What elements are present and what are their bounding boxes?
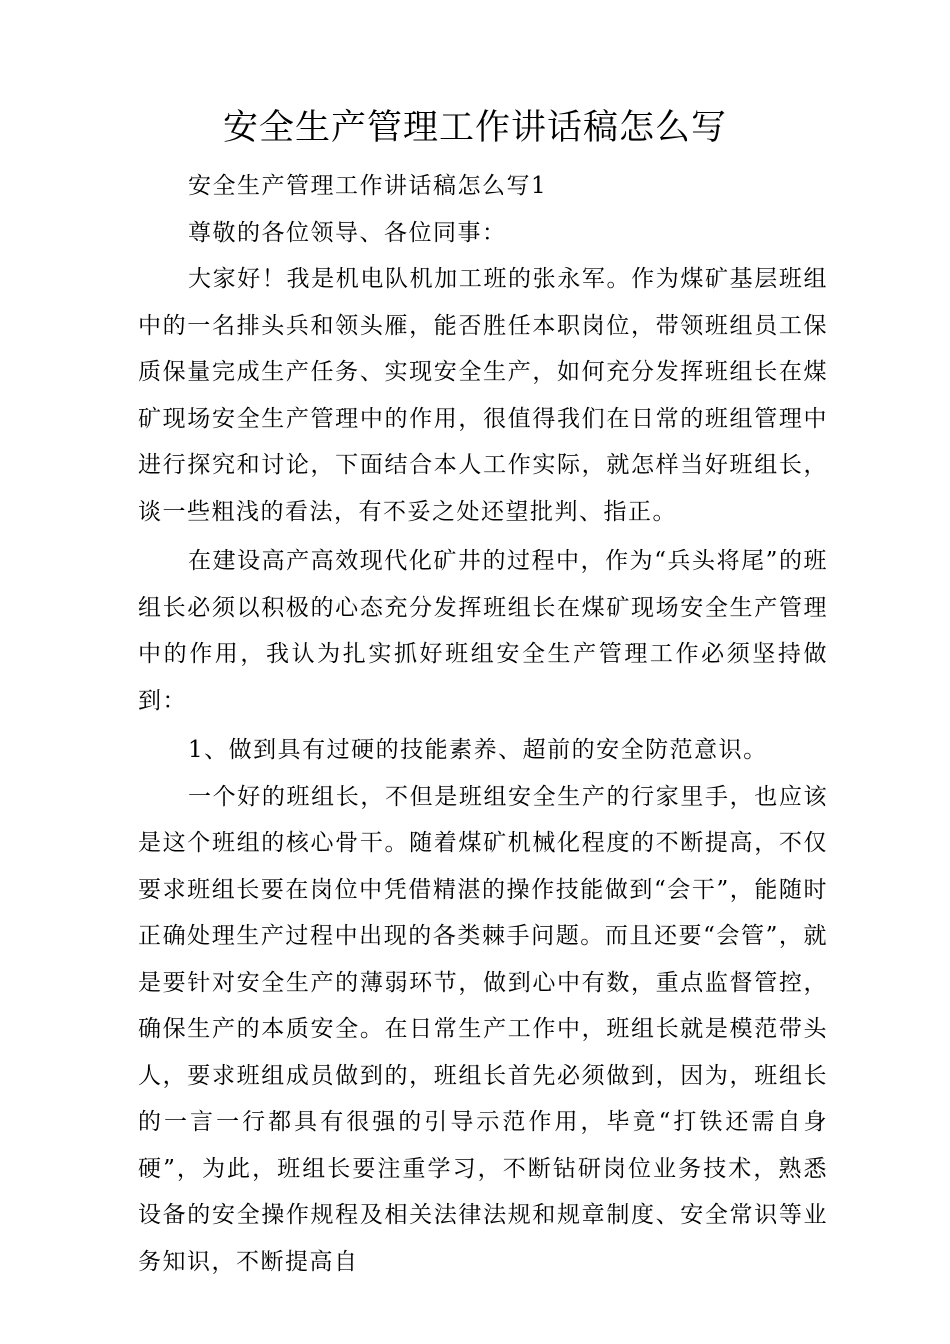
salutation: 尊敬的各位领导、各位同事：: [188, 219, 507, 246]
body-paragraph: 大家好！我是机电队机加工班的张永军。作为煤矿基层班组中的一名排头兵和领头雁，能否胜任本职岗位，带领班组员工保质保量完成生产任务、实现安全生产，如何充分发挥班组长在煤矿现场安全生产管理中的作用，很值得我们在日常的班组管理中进行探究和讨论，下面结合本人工作实际，就怎样当好班组长，谈一些粗浅的看法，有不妥之处还望批判、指正。: [138, 266, 828, 525]
section-heading: 安全生产管理工作讲话稿怎么写1: [188, 173, 548, 199]
document-body: [138, 163, 828, 1285]
body-paragraph: 在建设高产高效现代化矿井的过程中，作为“兵头将尾”的班组长必须以积极的心态充分发挥班组长在煤矿现场安全生产管理中的作用，我认为扎实抓好班组安全生产管理工作必须坚持做到：: [138, 548, 828, 714]
document-title: 安全生产管理工作讲话稿怎么写: [222, 108, 727, 148]
body-paragraph: 一个好的班组长，不但是班组安全生产的行家里手，也应该是这个班组的核心骨干。随着煤矿机械化程度的不断提高，不仅要求班组长要在岗位中凭借精湛的操作技能做到“会干”，能随时正确处理生产过程中出现的各类棘手问题。而且还要“会管”，就是要针对安全生产的薄弱环节，做到心中有数，重点监督管控，确保生产的本质安全。在日常生产工作中，班组长就是模范带头人，要求班组成员做到的，班组长首先必须做到，因为，班组长的一言一行都具有很强的引导示范作用，毕竟“打铁还需自身硬”，为此，班组长要注重学习，不断钻研岗位业务技术，熟悉设备的安全操作规程及相关法律法规和规章制度、安全常识等业务知识，不断提高自: [138, 783, 828, 1275]
numbered-point: 1、做到具有过硬的技能素养、超前的安全防范意识。: [188, 737, 768, 763]
